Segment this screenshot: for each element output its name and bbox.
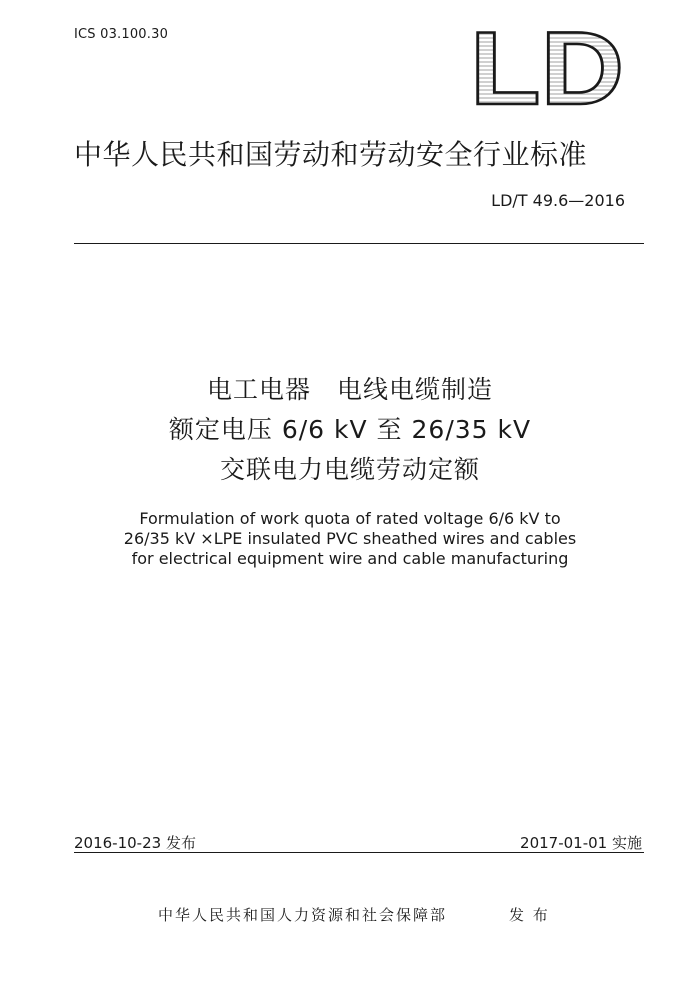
cn-title-line-2: 额定电压 6/6 kV 至 26/35 kV [168, 415, 532, 444]
cn-title-line-3: 交联电力电缆劳动定额 [219, 455, 480, 484]
en-title-line-3: for electrical equipment wire and cable manufacturing [131, 549, 569, 568]
sector-standard-title: 中华人民共和国劳动和劳动安全行业标准 [74, 138, 588, 171]
ics-code: ICS 03.100.30 [74, 27, 169, 42]
implementation-date: 2017-01-01 实施 [520, 834, 642, 852]
issuing-action: 发 布 [509, 906, 550, 924]
issuing-authority: 中华人民共和国人力资源和社会保障部 [158, 906, 448, 924]
header-divider [74, 243, 644, 244]
ld-logo [466, 24, 628, 108]
issue-date: 2016-10-23 发布 [74, 834, 196, 852]
en-title-line-2: 26/35 kV ×LPE insulated PVC sheathed wires and cables [123, 529, 577, 548]
en-title-line-1: Formulation of work quota of rated voltage 6/6 kV to [139, 509, 561, 528]
logo-text: LD [470, 24, 624, 108]
cn-title-line-1: 电工电器 电线电缆制造 [206, 375, 493, 404]
standard-number: LD/T 49.6—2016 [491, 191, 625, 210]
footer-divider [74, 852, 644, 853]
